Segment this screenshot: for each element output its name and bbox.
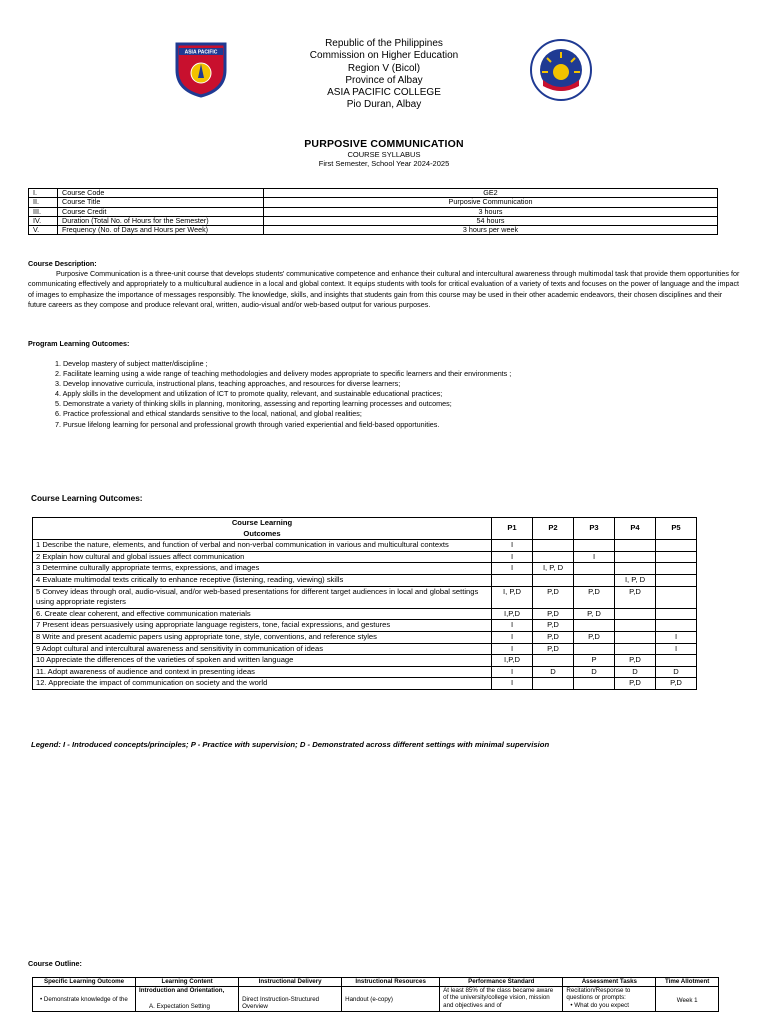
- p-cell: I: [492, 643, 533, 655]
- outline-header: Instructional Resources: [342, 978, 440, 987]
- clo-text: 1 Describe the nature, elements, and function of verbal and non-verbal communication in various and multicultural contexts: [33, 540, 492, 552]
- outline-content: [136, 986, 239, 1011]
- row-number: IV.: [29, 216, 58, 225]
- clo-legend: Legend: I - Introduced concepts/principles; P - Practice with supervision; D - Demonstrated across different settings with minimal supervision: [31, 740, 550, 749]
- p-cell: [656, 563, 697, 575]
- assessment-text: Recitation/Response to questions or prompts:: [566, 986, 631, 1002]
- p-cell: P,D: [656, 678, 697, 690]
- p-cell: [656, 620, 697, 632]
- row-value: GE2: [264, 189, 718, 198]
- p-cell: [574, 620, 615, 632]
- p-cell: [574, 563, 615, 575]
- header-line: Pio Duran, Albay: [346, 99, 422, 111]
- institution-header: [0, 38, 768, 112]
- table-row: [29, 207, 718, 216]
- p-cell: [615, 608, 656, 620]
- p-cell: I, P, D: [615, 574, 656, 586]
- row-number: III.: [29, 207, 58, 216]
- table-row: [29, 198, 718, 207]
- p-cell: P, D: [574, 608, 615, 620]
- row-value: 3 hours per week: [264, 226, 718, 235]
- plo-list: [55, 359, 511, 430]
- outline-header: Instructional Delivery: [239, 978, 342, 987]
- p-cell: P,D: [615, 586, 656, 608]
- p-cell: [656, 655, 697, 667]
- slo-text: Demonstrate knowledge of the: [43, 995, 128, 1003]
- table-row: [33, 620, 697, 632]
- p-cell: [656, 608, 697, 620]
- row-label: Frequency (No. of Days and Hours per Week): [58, 226, 264, 235]
- p-cell: [656, 586, 697, 608]
- row-number: II.: [29, 198, 58, 207]
- p-cell: I: [492, 563, 533, 575]
- p-cell: [615, 620, 656, 632]
- p-cell: [656, 540, 697, 552]
- list-item: • Demonstrate knowledge of the: [40, 995, 128, 1003]
- table-row: [33, 551, 697, 563]
- p-cell: I: [492, 631, 533, 643]
- outline-header: Assessment Tasks: [563, 978, 656, 987]
- outline-heading: Course Outline:: [28, 959, 82, 968]
- p-cell: [533, 678, 574, 690]
- p-cell: I: [492, 551, 533, 563]
- p-cell: P,D: [533, 608, 574, 620]
- p-cell: I: [492, 678, 533, 690]
- row-number: I.: [29, 189, 58, 198]
- row-label: Duration (Total No. of Hours for the Semester): [58, 216, 264, 225]
- outline-slo: [33, 986, 136, 1011]
- content-title: Introduction and Orientation,: [139, 986, 225, 994]
- row-value: 54 hours: [264, 216, 718, 225]
- description-text: Purposive Communication is a three-unit course that develops students' communicative competence and enhance their cultural and intercultural awareness through multimodal task that provide them opportunities for communicating effectively and appropriately to a multicultural audience in a local and global context. It equips students with tools for critical evaluation of a variety of texts and focuses on the power of language and the impact of images to emphasize the importance of messages responsibly. The knowledge, skills, and insights that students gain from this course may be used in their other academic endeavors, their chosen disciplines and their future careers as they compose and produce relevant oral, written, audio-visual and/or web-based output for various purposes.: [28, 269, 740, 309]
- p-cell: [533, 655, 574, 667]
- p-cell: [574, 540, 615, 552]
- row-value: 3 hours: [264, 207, 718, 216]
- list-item: 1. Develop mastery of subject matter/discipline ;: [55, 359, 208, 368]
- p-cell: P,D: [533, 620, 574, 632]
- p-cell: [492, 574, 533, 586]
- table-row: [33, 643, 697, 655]
- svg-text:ASIA PACIFIC: ASIA PACIFIC: [184, 49, 218, 56]
- description-heading: Course Description:: [28, 259, 97, 268]
- p-cell: D: [656, 666, 697, 678]
- table-row: [33, 563, 697, 575]
- p-cell: D: [574, 666, 615, 678]
- p-cell: [615, 551, 656, 563]
- p-cell: P,D: [533, 643, 574, 655]
- p-cell: [615, 540, 656, 552]
- table-row: [33, 586, 697, 608]
- clo-text: 11. Adopt awareness of audience and context in presenting ideas: [33, 666, 492, 678]
- table-header-row: [33, 978, 719, 987]
- p-cell: D: [533, 666, 574, 678]
- p-cell: [574, 678, 615, 690]
- p-cell: P,D: [615, 678, 656, 690]
- list-item: 2. Facilitate learning using a wide range of teaching methodologies and delivery modes appropriate to specific learners and their environments ;: [55, 369, 512, 379]
- syllabus-subtitle: COURSE SYLLABUS: [347, 150, 421, 159]
- table-row: [33, 666, 697, 678]
- p-column-header: P1: [492, 518, 533, 540]
- p-cell: I, P,D: [492, 586, 533, 608]
- table-row: [33, 678, 697, 690]
- row-value: Purposive Communication: [264, 198, 718, 207]
- clo-heading: Course Learning Outcomes:: [31, 493, 143, 503]
- p-cell: I: [492, 666, 533, 678]
- p-cell: [533, 540, 574, 552]
- course-info-table: [28, 188, 718, 235]
- list-item: 4. Apply skills in the development and utilization of ICT to promote quality, relevant, and sustainable educational practices;: [55, 389, 443, 399]
- p-cell: [615, 631, 656, 643]
- p-cell: [574, 643, 615, 655]
- list-item: 7. Pursue lifelong learning for personal and professional growth through varied experiential and field-based opportunities.: [55, 419, 440, 429]
- p-cell: I,P,D: [492, 655, 533, 667]
- row-number: V.: [29, 226, 58, 235]
- p-cell: P,D: [533, 586, 574, 608]
- clo-text: 2 Explain how cultural and global issues affect communication: [33, 551, 492, 563]
- p-cell: [533, 551, 574, 563]
- plo-heading: Program Learning Outcomes:: [28, 339, 130, 348]
- outline-header: Time Allotment: [656, 978, 719, 987]
- table-row: [33, 986, 719, 1011]
- delivery-text: Direct Instruction-Structured Overview: [242, 995, 320, 1011]
- header-line: Province of Albay: [345, 74, 423, 86]
- clo-text: 12. Appreciate the impact of communication on society and the world: [33, 678, 492, 690]
- clo-column-header: [33, 518, 492, 540]
- clo-text: 10 Appreciate the differences of the varieties of spoken and written language: [33, 655, 492, 667]
- p-cell: P,D: [574, 586, 615, 608]
- header-line: Region V (Bicol): [347, 62, 421, 74]
- p-column-header: P3: [574, 518, 615, 540]
- course-description: [28, 259, 740, 310]
- row-label: Course Title: [58, 198, 264, 207]
- p-cell: P,D: [574, 631, 615, 643]
- clo-text: 4 Evaluate multimodal texts critically to enhance receptive (listening, reading, viewing) skills: [33, 574, 492, 586]
- resources-text: Handout (e-copy): [345, 995, 393, 1003]
- header-line: Republic of the Philippines: [325, 38, 443, 49]
- table-row: [29, 226, 718, 235]
- header-line: Outcomes: [243, 528, 281, 538]
- p-cell: [615, 563, 656, 575]
- list-item: 3. Develop innovative curricula, instructional plans, teaching approaches, and resources for diverse learners;: [55, 379, 401, 389]
- table-row: [33, 540, 697, 552]
- clo-text: 6. Create clear coherent, and effective communication materials: [33, 608, 492, 620]
- p-cell: D: [615, 666, 656, 678]
- clo-text: 8 Write and present academic papers using appropriate tone, style, conventions, and reference styles: [33, 631, 492, 643]
- outline-time: [656, 986, 719, 1011]
- p-cell: I: [574, 551, 615, 563]
- row-label: Course Credit: [58, 207, 264, 216]
- p-cell: [656, 574, 697, 586]
- outline-assessment: [563, 986, 656, 1011]
- outline-header: Specific Learning Outcome: [33, 978, 136, 987]
- p-cell: [656, 551, 697, 563]
- clo-text: 3 Determine culturally appropriate terms, expressions, and images: [33, 563, 492, 575]
- p-column-header: P5: [656, 518, 697, 540]
- outline-header: Performance Standard: [440, 978, 563, 987]
- outline-delivery: [239, 986, 342, 1011]
- p-cell: I: [492, 540, 533, 552]
- p-cell: P: [574, 655, 615, 667]
- clo-text: 7 Present ideas persuasively using appropriate language registers, tone, facial expressions, and gestures: [33, 620, 492, 632]
- table-row: [33, 655, 697, 667]
- list-item: • What do you expect: [570, 1001, 629, 1009]
- semester-label: First Semester, School Year 2024-2025: [318, 159, 450, 168]
- p-cell: P,D: [615, 655, 656, 667]
- p-cell: I: [656, 631, 697, 643]
- table-row: [33, 631, 697, 643]
- assessment-item: What do you expect: [574, 1001, 629, 1009]
- p-cell: [533, 574, 574, 586]
- outline-resources: [342, 986, 440, 1011]
- clo-text: 9 Adopt cultural and intercultural awareness and sensitivity in communication of ideas: [33, 643, 492, 655]
- table-header-row: [33, 518, 697, 540]
- p-column-header: P2: [533, 518, 574, 540]
- clo-table: [32, 517, 697, 690]
- p-cell: I,P,D: [492, 608, 533, 620]
- list-item: 6. Practice professional and ethical standards sensitive to the local, national, and global realities;: [55, 409, 362, 419]
- p-cell: I: [492, 620, 533, 632]
- p-cell: [574, 574, 615, 586]
- row-label: Course Code: [58, 189, 264, 198]
- syllabus-title-block: [0, 138, 768, 168]
- content-item: A. Expectation Setting: [149, 1003, 210, 1011]
- time-text: Week 1: [676, 996, 698, 1004]
- list-item: 5. Demonstrate a variety of thinking skills in planning, monitoring, assessing and reporting learning processes and outcomes;: [55, 399, 452, 409]
- p-cell: I, P, D: [533, 563, 574, 575]
- table-row: [33, 574, 697, 586]
- outline-standard: At least 85% of the class became aware of the university/college vision, mission and objectives and of: [440, 986, 563, 1011]
- header-line: ASIA PACIFIC COLLEGE: [327, 87, 441, 99]
- course-title: PURPOSIVE COMMUNICATION: [304, 138, 464, 150]
- clo-text: 5 Convey ideas through oral, audio-visual, and/or web-based presentations for different target audiences in local and global settings using appropriate registers: [33, 586, 492, 608]
- p-cell: [615, 643, 656, 655]
- p-cell: P,D: [533, 631, 574, 643]
- p-column-header: P4: [615, 518, 656, 540]
- outline-header: Learning Content: [136, 978, 239, 987]
- header-line: Commission on Higher Education: [309, 50, 459, 62]
- header-line: Course Learning: [231, 518, 293, 527]
- course-outline-table: [32, 977, 719, 1012]
- p-cell: I: [656, 643, 697, 655]
- table-row: [29, 189, 718, 198]
- table-row: [33, 608, 697, 620]
